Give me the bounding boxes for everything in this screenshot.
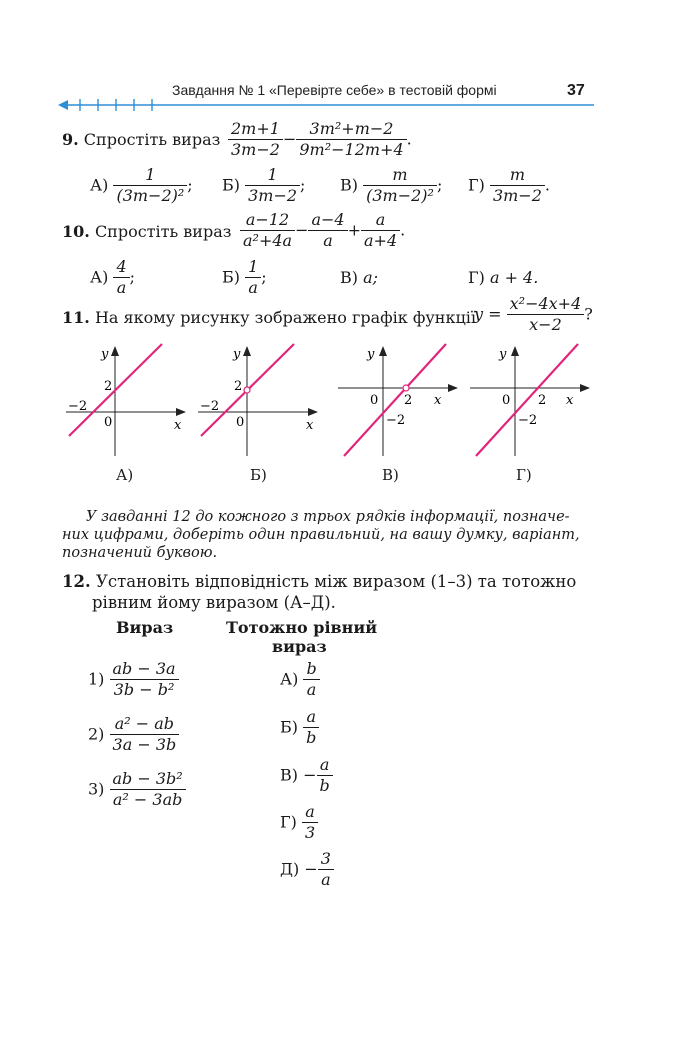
instruction-line-3: позначений буквою.: [62, 545, 218, 561]
question-9: [62, 130, 220, 149]
graph-b[interactable]: [194, 338, 324, 466]
q11-number: 11.: [62, 308, 90, 327]
header-rule: [58, 98, 598, 112]
x-axis-arrow-icon: [448, 384, 458, 392]
q9-option-b[interactable]: Б) $\frac{1}{3m-2}$ ;: [222, 165, 306, 206]
svg-text:y: y: [101, 347, 109, 362]
q10-expression: $\frac{a-12}{\text{a²+4a}}$ − $\frac{a-4}{a}$ + $\frac{a}{a+4}$ .: [240, 211, 405, 251]
graph-b-caption: Б): [250, 466, 267, 484]
y-axis-arrow-icon: [111, 346, 119, 356]
graph-a[interactable]: [62, 338, 192, 466]
svg-text:−2: −2: [518, 413, 538, 428]
q10-option-d[interactable]: Г) a + 4.: [468, 268, 539, 287]
q10-option-c[interactable]: В) a;: [340, 268, 379, 287]
svg-text:2: 2: [234, 379, 243, 394]
instruction-line-1: У завданні 12 до кожного з трьох рядків інформації, позначе-: [86, 509, 570, 525]
graph-a-caption: А): [116, 466, 134, 484]
graph-d[interactable]: [466, 338, 596, 466]
x-axis-arrow-icon: [308, 408, 318, 416]
graph-c-caption: В): [382, 466, 399, 484]
q12-line-1: Установіть відповідність між виразом (1–3) та тотожно: [95, 572, 577, 591]
q10-option-b[interactable]: Б) $\frac{1}{a}$ ;: [222, 257, 267, 298]
svg-text:2: 2: [104, 379, 113, 394]
svg-text:0: 0: [236, 415, 245, 430]
svg-text:2: 2: [404, 393, 413, 408]
q12-right-b[interactable]: Б) $\frac{a}{b}$: [280, 708, 319, 748]
svg-text:y: y: [367, 347, 375, 362]
q9-option-d[interactable]: Г) $\frac{m}{3m-2}$ .: [468, 165, 550, 206]
svg-text:y: y: [233, 347, 241, 362]
q10-number: 10.: [62, 222, 90, 241]
graph-d-caption: Г): [516, 466, 532, 484]
svg-text:0: 0: [370, 393, 379, 408]
svg-text:x: x: [306, 418, 314, 433]
q12-right-e[interactable]: Д) − $\frac{3}{a}$: [280, 850, 334, 890]
q12-right-a[interactable]: А) $\frac{b}{a}$: [280, 660, 320, 700]
running-header-title: Завдання № 1 «Перевірте себе» в тестовій формі: [172, 82, 497, 98]
svg-text:x: x: [434, 393, 442, 408]
svg-text:0: 0: [104, 415, 113, 430]
q12-line-2: рівним йому виразом (А–Д).: [92, 593, 336, 612]
svg-text:−2: −2: [68, 399, 88, 414]
q12-left-1[interactable]: 1) $\frac{ab - 3a}{\text{3b − b²}}$: [88, 660, 179, 700]
instruction-line-2: них цифрами, доберіть один правильний, на вашу думку, варіант,: [62, 527, 580, 543]
svg-text:x: x: [174, 418, 182, 433]
svg-text:0: 0: [502, 393, 511, 408]
column-header-equivalent-1: Тотожно рівний: [226, 618, 378, 637]
q9-expression: $\frac{2m+1}{3m-2}$ − $\frac{\text{3m²+m−2}}{\text{9m²−12m+4}}$ .: [228, 120, 412, 160]
graph-line: [476, 344, 578, 456]
y-axis-arrow-icon: [243, 346, 251, 356]
svg-text:−2: −2: [200, 399, 220, 414]
q10-option-a[interactable]: А) $\frac{4}{a}$ ;: [90, 257, 136, 298]
y-axis-arrow-icon: [379, 346, 387, 356]
svg-text:y: y: [499, 347, 507, 362]
svg-text:x: x: [566, 393, 574, 408]
hole-marker: [403, 385, 409, 391]
x-axis-arrow-icon: [580, 384, 590, 392]
question-11: [62, 308, 476, 327]
q12-left-3[interactable]: 3) $\frac{\text{ab − 3b²}}{\text{a² − 3ab}}$: [88, 770, 186, 810]
question-10: [62, 222, 231, 241]
question-12: [62, 572, 576, 591]
hole-marker: [244, 387, 250, 393]
q9-number: 9.: [62, 130, 79, 149]
page-number: 37: [567, 82, 585, 99]
graph-line: [344, 344, 446, 456]
svg-text:−2: −2: [386, 413, 406, 428]
q9-option-c[interactable]: В) $\frac{m}{\text{(3m−2)²}}$ ;: [340, 165, 443, 206]
q10-text: Спростіть вираз: [94, 222, 232, 241]
q9-option-a[interactable]: А) $\frac{1}{\text{(3m−2)²}}$ ;: [90, 165, 193, 206]
q11-function: y = $\frac{\text{x²−4x+4}}{x-2}$ ?: [474, 294, 593, 335]
q12-left-2[interactable]: 2) $\frac{\text{a² − ab}}{3a - 3b}$: [88, 715, 179, 755]
svg-text:2: 2: [538, 393, 547, 408]
q12-right-c[interactable]: В) − $\frac{a}{b}$: [280, 756, 333, 796]
column-header-equivalent-2: вираз: [272, 637, 327, 656]
y-axis-arrow-icon: [511, 346, 519, 356]
graph-c[interactable]: [334, 338, 464, 466]
q12-right-d[interactable]: Г) $\frac{a}{3}$: [280, 803, 318, 843]
q9-text: Спростіть вираз: [83, 130, 221, 149]
q12-number: 12.: [62, 572, 91, 591]
x-axis-arrow-icon: [176, 408, 186, 416]
instruction-block: [62, 508, 596, 562]
column-header-expression: Вираз: [116, 618, 174, 637]
arrow-left-icon: [58, 100, 68, 110]
q11-text: На якому рисунку зображено графік функції: [94, 308, 476, 327]
